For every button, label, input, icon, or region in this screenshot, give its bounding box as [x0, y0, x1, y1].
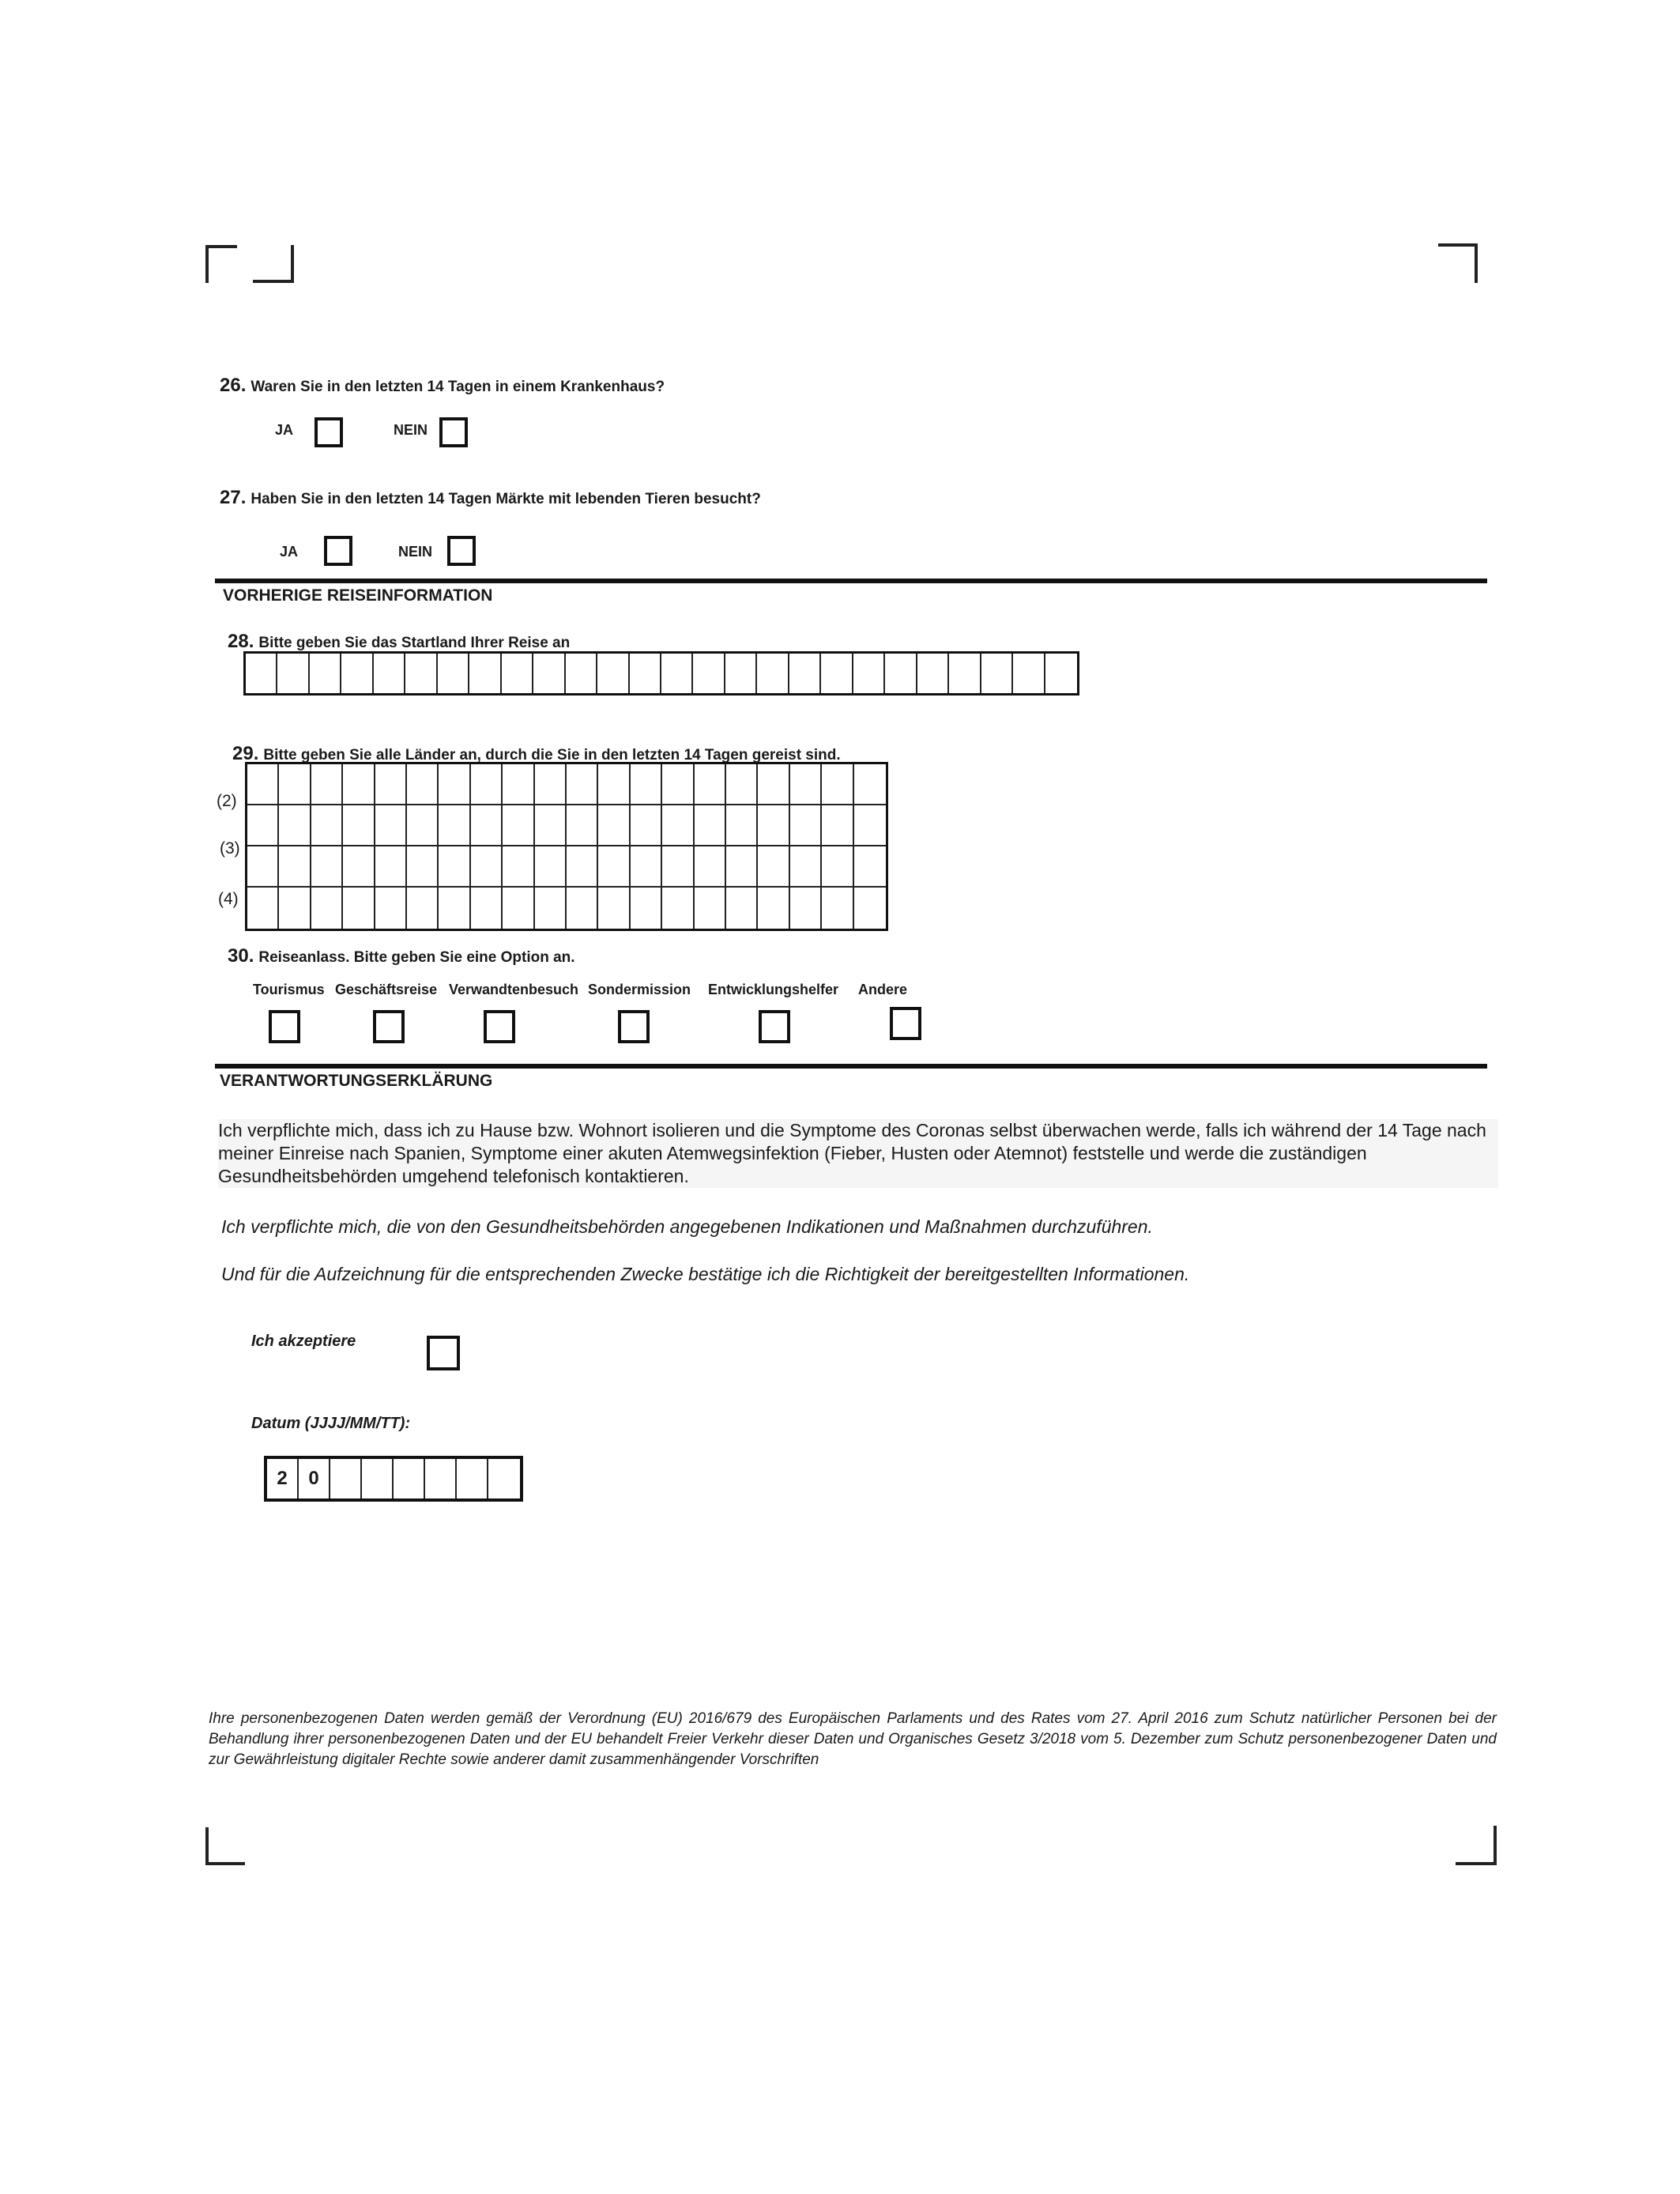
question-text: Reiseanlass. Bitte geben Sie eine Option an. [258, 949, 575, 966]
letter-box[interactable] [597, 654, 629, 693]
letter-box[interactable] [726, 846, 758, 888]
letter-box[interactable] [279, 888, 311, 929]
letter-box[interactable] [854, 888, 886, 929]
letter-box[interactable] [567, 846, 598, 888]
letter-box[interactable] [695, 805, 726, 846]
letter-box[interactable] [375, 764, 407, 805]
date-digit-cell[interactable] [457, 1459, 488, 1498]
letter-box[interactable] [247, 888, 279, 929]
letter-box[interactable] [503, 805, 534, 846]
letter-box[interactable] [757, 654, 789, 693]
letter-box[interactable] [598, 764, 630, 805]
letter-box[interactable] [471, 764, 503, 805]
declaration-paragraph-2: Ich verpflichte mich, die von den Gesundheitsbehörden angegebenen Indikationen und Maßnahmen durchzuführen. [221, 1216, 1153, 1237]
date-label: Datum (JJJJ/MM/TT): [251, 1415, 411, 1432]
row-label-3: (3) [220, 839, 240, 858]
letter-box[interactable] [535, 764, 567, 805]
letter-box[interactable] [503, 846, 534, 888]
corner-mark-top-left-inner [253, 245, 294, 283]
letter-box[interactable] [695, 764, 726, 805]
letter-box[interactable] [725, 654, 757, 693]
letter-box[interactable] [822, 805, 853, 846]
option-label-sondermission: Sondermission [588, 982, 691, 997]
section-divider [215, 1064, 1487, 1069]
letter-box[interactable] [246, 654, 277, 693]
letter-box[interactable] [662, 846, 694, 888]
section-title-previous-travel: VORHERIGE REISEINFORMATION [223, 586, 493, 605]
option-label-entwicklungshelfer: Entwicklungshelfer [708, 982, 839, 997]
question-26 [220, 375, 665, 397]
letter-box[interactable] [695, 888, 726, 929]
accept-checkbox[interactable] [427, 1336, 460, 1370]
corner-mark-top-left [205, 245, 237, 283]
date-digit-cell[interactable]: 2 [267, 1459, 299, 1498]
letter-box[interactable] [503, 888, 534, 929]
corner-mark-bottom-right [1456, 1826, 1497, 1865]
question-text: Bitte geben Sie alle Länder an, durch die Sie in den letzten 14 Tagen gereist sind. [263, 747, 841, 763]
letter-box[interactable] [854, 764, 886, 805]
letter-box[interactable] [822, 846, 853, 888]
letter-box[interactable] [279, 805, 311, 846]
letter-box[interactable] [407, 764, 439, 805]
letter-box[interactable] [758, 888, 789, 929]
letter-box[interactable] [375, 805, 407, 846]
letter-box[interactable] [471, 888, 503, 929]
option-checkbox-geschaeftsreise[interactable] [373, 1010, 405, 1043]
letter-box[interactable] [758, 764, 789, 805]
letter-box[interactable] [375, 888, 407, 929]
letter-box[interactable] [311, 805, 343, 846]
letter-box[interactable] [279, 764, 311, 805]
letter-box[interactable] [662, 888, 694, 929]
letter-box[interactable] [566, 654, 597, 693]
letter-box[interactable] [471, 805, 503, 846]
letter-box[interactable] [758, 805, 789, 846]
letter-box[interactable] [311, 846, 343, 888]
question-30 [228, 945, 575, 967]
letter-box[interactable] [567, 888, 598, 929]
letter-box[interactable] [343, 764, 375, 805]
letter-box[interactable] [854, 846, 886, 888]
letter-box[interactable] [375, 846, 407, 888]
letter-box[interactable] [343, 846, 375, 888]
letter-box[interactable] [726, 764, 758, 805]
q26-yes-checkbox[interactable] [315, 417, 343, 447]
letter-box[interactable] [374, 654, 405, 693]
question-28 [228, 631, 570, 653]
date-digit-cell[interactable] [425, 1459, 457, 1498]
question-text: Haben Sie in den letzten 14 Tagen Märkte mit lebenden Tieren besucht? [250, 491, 761, 507]
section-divider [215, 579, 1487, 583]
q27-no-label: NEIN [398, 544, 433, 560]
letter-box[interactable] [631, 888, 662, 929]
letter-box[interactable] [631, 805, 662, 846]
letter-box[interactable] [821, 654, 853, 693]
start-country-input-grid[interactable] [243, 651, 1079, 696]
letter-box[interactable] [535, 888, 567, 929]
letter-box[interactable] [598, 805, 630, 846]
option-label-verwandtenbesuch: Verwandtenbesuch [449, 982, 579, 997]
privacy-footer: Ihre personenbezogenen Daten werden gemäß der Verordnung (EU) 2016/679 des Europäischen Parlaments und des Rates vom 27. April 2016 zum Schutz natürlicher Personen bei der Behandlung ihrer personenbezogenen Daten und der EU behandelt Freier Verkehr dieser Daten und Organisches Gesetz 3/2018 vom 5. Dezember zum Schutz personenbezogener Daten und zur Gewährleistung digitaler Rechte sowie anderer damit zusammenhängender Vorschriften [209, 1710, 1497, 1768]
letter-box[interactable] [439, 805, 470, 846]
row-label-2: (2) [217, 792, 237, 810]
section-title-responsibility: VERANTWORTUNGSERKLÄRUNG [220, 1072, 493, 1090]
letter-box[interactable] [662, 764, 694, 805]
q26-no-checkbox[interactable] [439, 417, 468, 447]
option-checkbox-tourismus[interactable] [269, 1010, 300, 1043]
letter-box[interactable] [822, 888, 853, 929]
letter-box[interactable] [630, 654, 661, 693]
option-checkbox-sondermission[interactable] [618, 1010, 650, 1043]
letter-box[interactable] [726, 888, 758, 929]
letter-box[interactable] [631, 764, 662, 805]
declaration-paragraph-3: Und für die Aufzeichnung für die entsprechenden Zwecke bestätige ich die Richtigkeit der bereitgestellten Informationen. [221, 1264, 1190, 1284]
row-label-4: (4) [218, 890, 239, 908]
option-checkbox-entwicklungshelfer[interactable] [759, 1010, 790, 1043]
date-digit-cell[interactable] [362, 1459, 394, 1498]
letter-box[interactable] [1013, 654, 1045, 693]
letter-box[interactable] [247, 805, 279, 846]
letter-box[interactable] [598, 888, 630, 929]
letter-box[interactable] [247, 764, 279, 805]
letter-box[interactable] [790, 764, 822, 805]
letter-box[interactable] [853, 654, 885, 693]
letter-box[interactable] [1045, 654, 1077, 693]
letter-box[interactable] [693, 654, 725, 693]
letter-box[interactable] [822, 764, 853, 805]
question-27 [220, 487, 761, 509]
letter-box[interactable] [662, 805, 694, 846]
q26-no-label: NEIN [394, 422, 428, 438]
question-number: 29. [232, 743, 259, 764]
letter-box[interactable] [631, 846, 662, 888]
option-label-geschaeftsreise: Geschäftsreise [335, 982, 438, 997]
option-label-andere: Andere [858, 982, 908, 997]
letter-box[interactable] [949, 654, 981, 693]
date-digit-cell[interactable] [394, 1459, 425, 1498]
letter-box[interactable] [917, 654, 949, 693]
letter-box[interactable] [341, 654, 373, 693]
letter-box[interactable] [567, 764, 598, 805]
letter-box[interactable] [439, 764, 470, 805]
corner-mark-bottom-left [205, 1827, 245, 1865]
letter-box[interactable] [247, 846, 279, 888]
letter-box[interactable] [502, 654, 533, 693]
corner-mark-top-right [1438, 243, 1478, 283]
date-digit-cell[interactable]: 0 [299, 1459, 330, 1498]
letter-box[interactable] [279, 846, 311, 888]
question-text: Bitte geben Sie das Startland Ihrer Reise an [258, 635, 571, 651]
letter-box[interactable] [533, 654, 565, 693]
letter-box[interactable] [439, 888, 470, 929]
letter-box[interactable] [790, 846, 822, 888]
letter-box[interactable] [789, 654, 821, 693]
letter-box[interactable] [535, 805, 567, 846]
letter-box[interactable] [726, 805, 758, 846]
letter-box[interactable] [981, 654, 1013, 693]
letter-box[interactable] [343, 888, 375, 929]
letter-box[interactable] [790, 805, 822, 846]
q27-no-checkbox[interactable] [447, 536, 476, 566]
question-number: 27. [220, 487, 247, 508]
letter-box[interactable] [469, 654, 501, 693]
letter-box[interactable] [790, 888, 822, 929]
q26-yes-label: JA [275, 422, 294, 438]
question-number: 26. [220, 375, 247, 396]
letter-box[interactable] [343, 805, 375, 846]
letter-box[interactable] [439, 846, 470, 888]
letter-box[interactable] [405, 654, 437, 693]
question-number: 30. [228, 945, 254, 967]
letter-box[interactable] [311, 888, 343, 929]
option-checkbox-andere[interactable] [890, 1007, 921, 1040]
letter-box[interactable] [277, 654, 309, 693]
letter-box[interactable] [854, 805, 886, 846]
option-checkbox-verwandtenbesuch[interactable] [484, 1010, 515, 1043]
question-number: 28. [228, 631, 254, 652]
letter-box[interactable] [471, 846, 503, 888]
letter-box[interactable] [407, 888, 439, 929]
letter-box[interactable] [310, 654, 341, 693]
letter-box[interactable] [311, 764, 343, 805]
letter-box[interactable] [695, 846, 726, 888]
date-digit-cell[interactable] [488, 1459, 520, 1498]
date-digit-cell[interactable] [330, 1459, 362, 1498]
date-input[interactable] [264, 1456, 523, 1502]
option-label-tourismus: Tourismus [253, 982, 325, 997]
letter-box[interactable] [535, 846, 567, 888]
transit-countries-input-grid[interactable] [245, 762, 888, 931]
declaration-paragraph-1: Ich verpflichte mich, dass ich zu Hause bzw. Wohnort isolieren und die Symptome des Coronas selbst überwachen werde, falls ich während der 14 Tage nach meiner Einreise nach Spanien, Symptome einer akuten Atemwegsinfektion (Fieber, Husten oder Atemnot) feststelle und werde die zuständigen Gesundheitsbehörden umgehend telefonisch kontaktieren. [218, 1119, 1498, 1188]
letter-box[interactable] [503, 764, 534, 805]
letter-box[interactable] [407, 846, 439, 888]
letter-box[interactable] [758, 846, 789, 888]
letter-box[interactable] [438, 654, 469, 693]
letter-box[interactable] [407, 805, 439, 846]
q27-yes-label: JA [280, 544, 299, 560]
letter-box[interactable] [567, 805, 598, 846]
letter-box[interactable] [885, 654, 917, 693]
question-text: Waren Sie in den letzten 14 Tagen in einem Krankenhaus? [250, 379, 665, 395]
letter-box[interactable] [598, 846, 630, 888]
accept-label: Ich akzeptiere [251, 1333, 356, 1350]
letter-box[interactable] [661, 654, 693, 693]
q27-yes-checkbox[interactable] [324, 536, 352, 566]
